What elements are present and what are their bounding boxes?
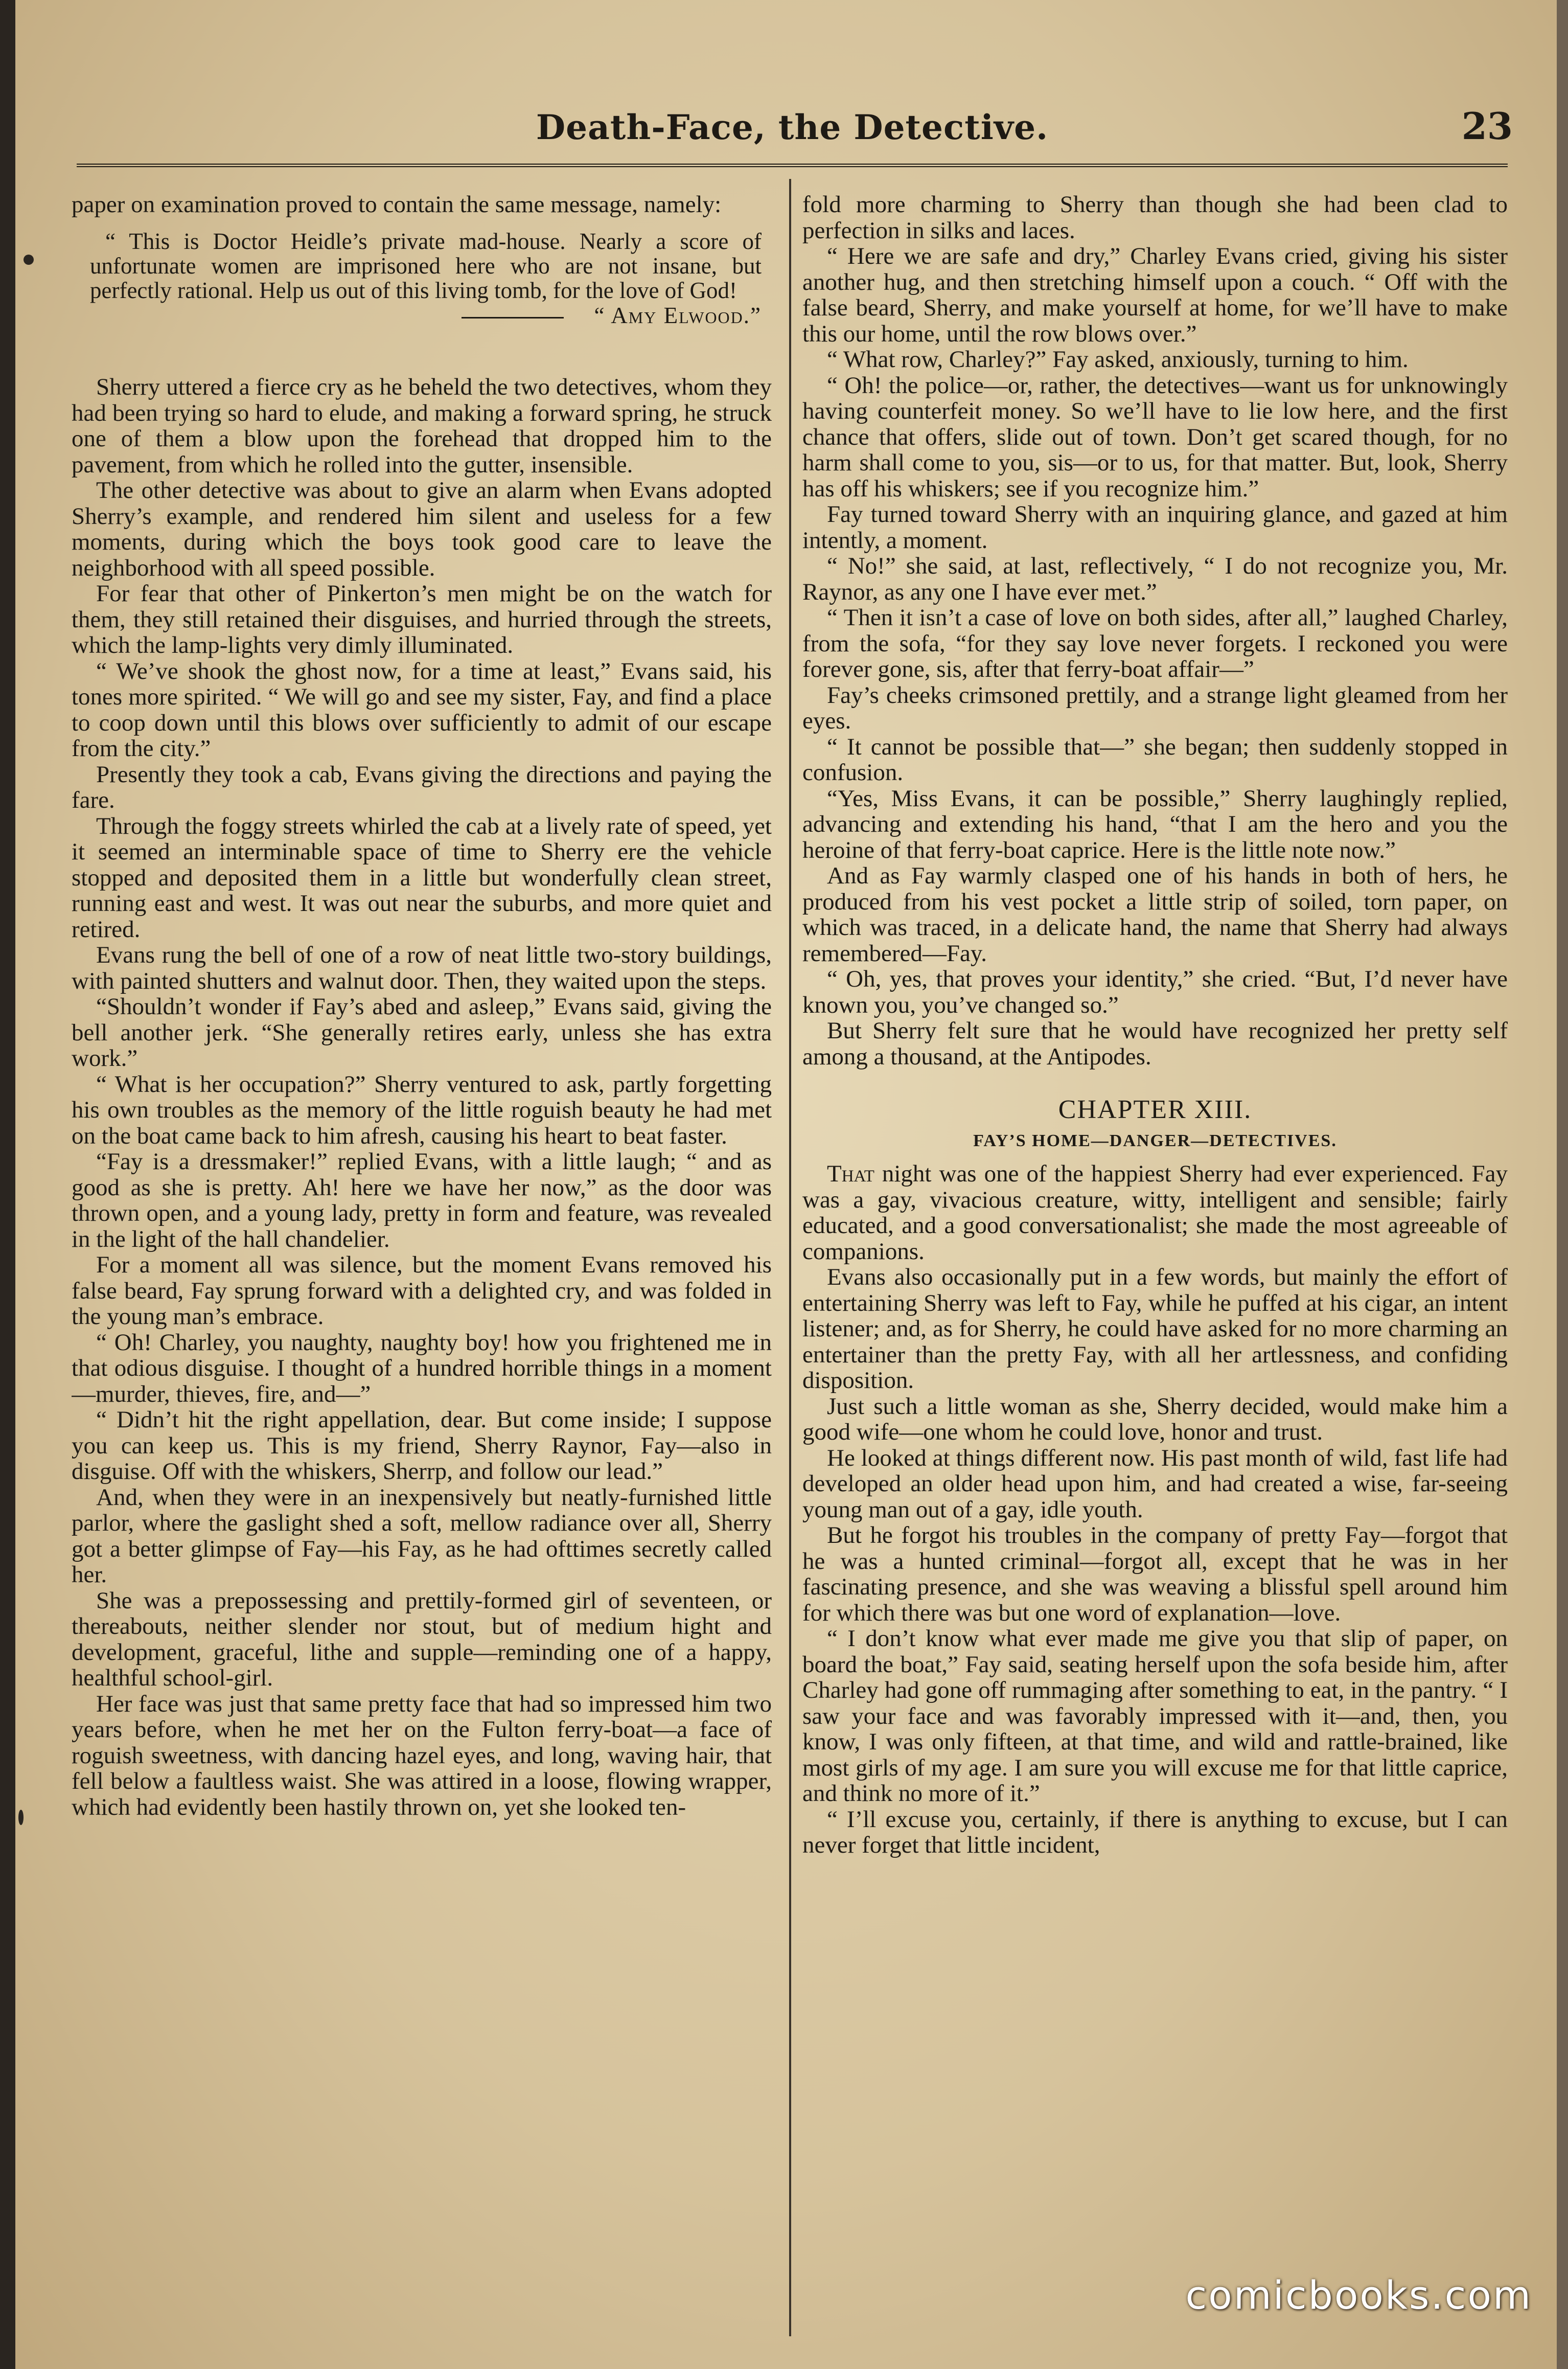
paragraph: Presently they took a cab, Evans giving the directions and paying the fare.: [72, 761, 772, 813]
paragraph: For a moment all was silence, but the moment Evans removed his false beard, Fay sprung forward with a delighted cry, and was folded in the young man’s embrace.: [72, 1251, 772, 1330]
paragraph: “ Oh! the police—or, rather, the detectives—want us for unknowingly having counterfeit money. So we’ll have to lie low here, and the first chance that offers, slide out of town. Don’t get scared though, for no harm shall come to you, sis—or to us, for that matter. But, look, Sherry has off his whiskers; see if you recognize him.”: [802, 372, 1508, 502]
paragraph: “ What row, Charley?” Fay asked, anxiously, turning to him.: [827, 346, 1409, 373]
ink-speck: [18, 1810, 24, 1825]
paragraph: Just such a little woman as she, Sherry decided, would make him a good wife—one whom he could love, honor and trust.: [802, 1393, 1508, 1445]
column-divider: [789, 179, 791, 2336]
paragraph: “ Oh! Charley, you naughty, naughty boy! how you frightened me in that odious disguise. I thought of a hundred horrible things in a moment—murder, thieves, fire, and—”: [72, 1329, 772, 1407]
paragraph-text: night was one of the happiest Sherry had ever experienced. Fay was a gay, vivacious creature, witty, intelligent and sensible; fairly educated, and a good conversationalist; she made the most agreeable of companions.: [802, 1160, 1508, 1265]
left-column: [72, 192, 772, 2329]
paragraph: “ It cannot be possible that—” she began; then suddenly stopped in confusion.: [802, 733, 1508, 786]
paragraph: “ No!” she said, at last, reflectively, “ I do not recognize you, Mr. Raynor, as any one I have ever met.”: [802, 553, 1508, 605]
paragraph: Fay turned toward Sherry with an inquiring glance, and gazed at him intently, a moment.: [802, 501, 1508, 554]
running-title: Death-Face, the Detective.: [536, 107, 1049, 147]
paragraph: But Sherry felt sure that he would have recognized her pretty self among a thousand, at the Antipodes.: [802, 1017, 1508, 1070]
quoted-note: “ This is Doctor Heidle’s private mad-house. Nearly a score of unfortunate women are imprisoned here who are not insane, but perfectly rational. Help us out of this living tomb, for the love of God!: [90, 228, 762, 303]
paragraph: “ Oh, yes, that proves your identity,” she cried. “But, I’d never have known you, you’ve changed so.”: [802, 966, 1508, 1018]
drop-word: That: [827, 1160, 874, 1187]
signature-name: “ Amy Elwood.”: [594, 302, 762, 328]
paragraph: “Yes, Miss Evans, it can be possible,” Sherry laughingly replied, advancing and extending his hand, “that I am the hero and you the heroine of that ferry-boat caprice. Here is the little note now.”: [802, 785, 1508, 863]
page-number: 23: [1461, 104, 1513, 148]
paragraph: And as Fay warmly clasped one of his hands in both of hers, he produced from his vest pocket a little strip of soiled, torn paper, on which was traced, in a delicate hand, the name that Sherry had always remembered—Fay.: [802, 862, 1508, 967]
paragraph: Evans also occasionally put in a few words, but mainly the effort of entertaining Sherry was left to Fay, while he puffed at his cigar, an intent listener; and, as for Sherry, he could have asked for no more charming an entertainer than the pretty Fay, with all her artlessness, and confiding disposition.: [802, 1264, 1508, 1394]
signature-rule: [462, 317, 564, 318]
right-column: [802, 192, 1508, 2329]
chapter-subtitle: FAY’S HOME—DANGER—DETECTIVES.: [973, 1131, 1337, 1150]
header-rule: [77, 164, 1508, 167]
paragraph: “Fay is a dressmaker!” replied Evans, with a little laugh; “ and as good as she is pretty. Ah! here we have her now,” as the door was thrown open, and a young lady, pretty in form and feature, was revealed in the light of the hall chandelier.: [72, 1148, 772, 1252]
page-header: [72, 104, 1513, 153]
paragraph: fold more charming to Sherry than though she had been clad to perfection in silks and laces.: [802, 192, 1508, 244]
paragraph: But he forgot his troubles in the company of pretty Fay—forgot that he was a hunted criminal—forgot all, except that he was in her fascinating presence, and she was weaving a blissful spell around him for which there was but one word of explanation—love.: [802, 1522, 1508, 1626]
paragraph: “ I don’t know what ever made me give you that slip of paper, on board the boat,” Fay said, seating herself upon the sofa beside him, after Charley had gone off rummaging after something to eat, in the pantry. “ I saw your face and was favorably impressed with it—and, then, you know, I was only fifteen, at that time, and wild and rattle-brained, like most girls of my age. I am sure you will excuse me for that little caprice, and think no more of it.”: [802, 1625, 1508, 1807]
paragraph: Through the foggy streets whirled the cab at a lively rate of speed, yet it seemed an interminable space of time to Sherry ere the vehicle stopped and deposited them in a little but wonderfully clean street, running east and west. It was out near the suburbs, and more quiet and retired.: [72, 812, 772, 943]
paragraph: “ I’ll excuse you, certainly, if there is anything to excuse, but I can never forget that little incident,: [802, 1806, 1508, 1858]
chapter-opening-paragraph: [802, 1161, 1508, 1264]
paragraph: “ Didn’t hit the right appellation, dear. But come inside; I suppose you can keep us. This is my friend, Sherry Raynor, Fay—also in disguise. Off with the whiskers, Sherrp, and follow our lead.”: [72, 1406, 772, 1485]
paragraph: Fay’s cheeks crimsoned prettily, and a strange light gleamed from her eyes.: [802, 681, 1508, 734]
paragraph: Sherry uttered a fierce cry as he beheld the two detectives, whom they had been trying so hard to elude, and making a forward spring, he struck one of them a blow upon the forehead that dropped him to the pavement, from which he rolled into the gutter, insensible.: [72, 374, 772, 478]
paragraph: The other detective was about to give an alarm when Evans adopted Sherry’s example, and rendered him silent and useless for a few moments, during which the boys took good care to leave the neighborhood with all speed possible.: [72, 477, 772, 581]
paragraph: paper on examination proved to contain the same message, namely:: [72, 192, 722, 218]
paragraph: She was a prepossessing and prettily-formed girl of seventeen, or thereabouts, neither slender nor stout, but of medium hight and development, graceful, lithe and supple—reminding one of a happy, healthful school-girl.: [72, 1587, 772, 1691]
ink-speck: [24, 255, 34, 265]
paragraph: “ Then it isn’t a case of love on both sides, after all,” laughed Charley, from the sofa, “for they say love never forgets. I reckoned you were forever gone, sis, after that ferry-boat affair—”: [802, 604, 1508, 682]
paragraph: He looked at things different now. His past month of wild, fast life had developed an older head upon him, and had created a wise, far-seeing young man out of a gay, idle youth.: [802, 1444, 1508, 1523]
paragraph: For fear that other of Pinkerton’s men might be on the watch for them, they still retained their disguises, and hurried through the streets, which the lamp-lights very dimly illuminated.: [72, 580, 772, 658]
paragraph: And, when they were in an inexpensively but neatly-furnished little parlor, where the gaslight shed a soft, mellow radiance over all, Sherry got a better glimpse of Fay—his Fay, as he had ofttimes secretly called her.: [72, 1484, 772, 1588]
paragraph: “Shouldn’t wonder if Fay’s abed and asleep,” Evans said, giving the bell another jerk. “She generally retires early, unless she has extra work.”: [72, 993, 772, 1072]
watermark: comicbooks.com: [1185, 2272, 1532, 2318]
chapter-title: CHAPTER XIII.: [1058, 1095, 1252, 1124]
note-signature: [72, 303, 762, 329]
paragraph: “ We’ve shook the ghost now, for a time at least,” Evans said, his tones more spirited. “ We will go and see my sister, Fay, and find a place to coop down until this blows over sufficiently to admit of our escape from the city.”: [72, 657, 772, 762]
paragraph: “ What is her occupation?” Sherry ventured to ask, partly forgetting his own troubles as the memory of the little roguish beauty he had met on the boat came back to him afresh, causing his heart to beat faster.: [72, 1070, 772, 1149]
paragraph: Her face was just that same pretty face that had so impressed him two years before, when he met her on the Fulton ferry-boat—a face of roguish sweetness, with dancing hazel eyes, and long, waving hair, that fell below a faultless waist. She was attired in a loose, flowing wrapper, which had evidently been hastily thrown on, yet she looked ten-: [72, 1690, 772, 1820]
paragraph: “ Here we are safe and dry,” Charley Evans cried, giving his sister another hug, and then stretching himself upon a couch. “ Off with the false beard, Sherry, and make yourself at home, for we’ll have to make this our home, until the row blows over.”: [802, 243, 1508, 347]
paragraph: Evans rung the bell of one of a row of neat little two-story buildings, with painted shutters and walnut door. Then, they waited upon the steps.: [72, 942, 772, 994]
